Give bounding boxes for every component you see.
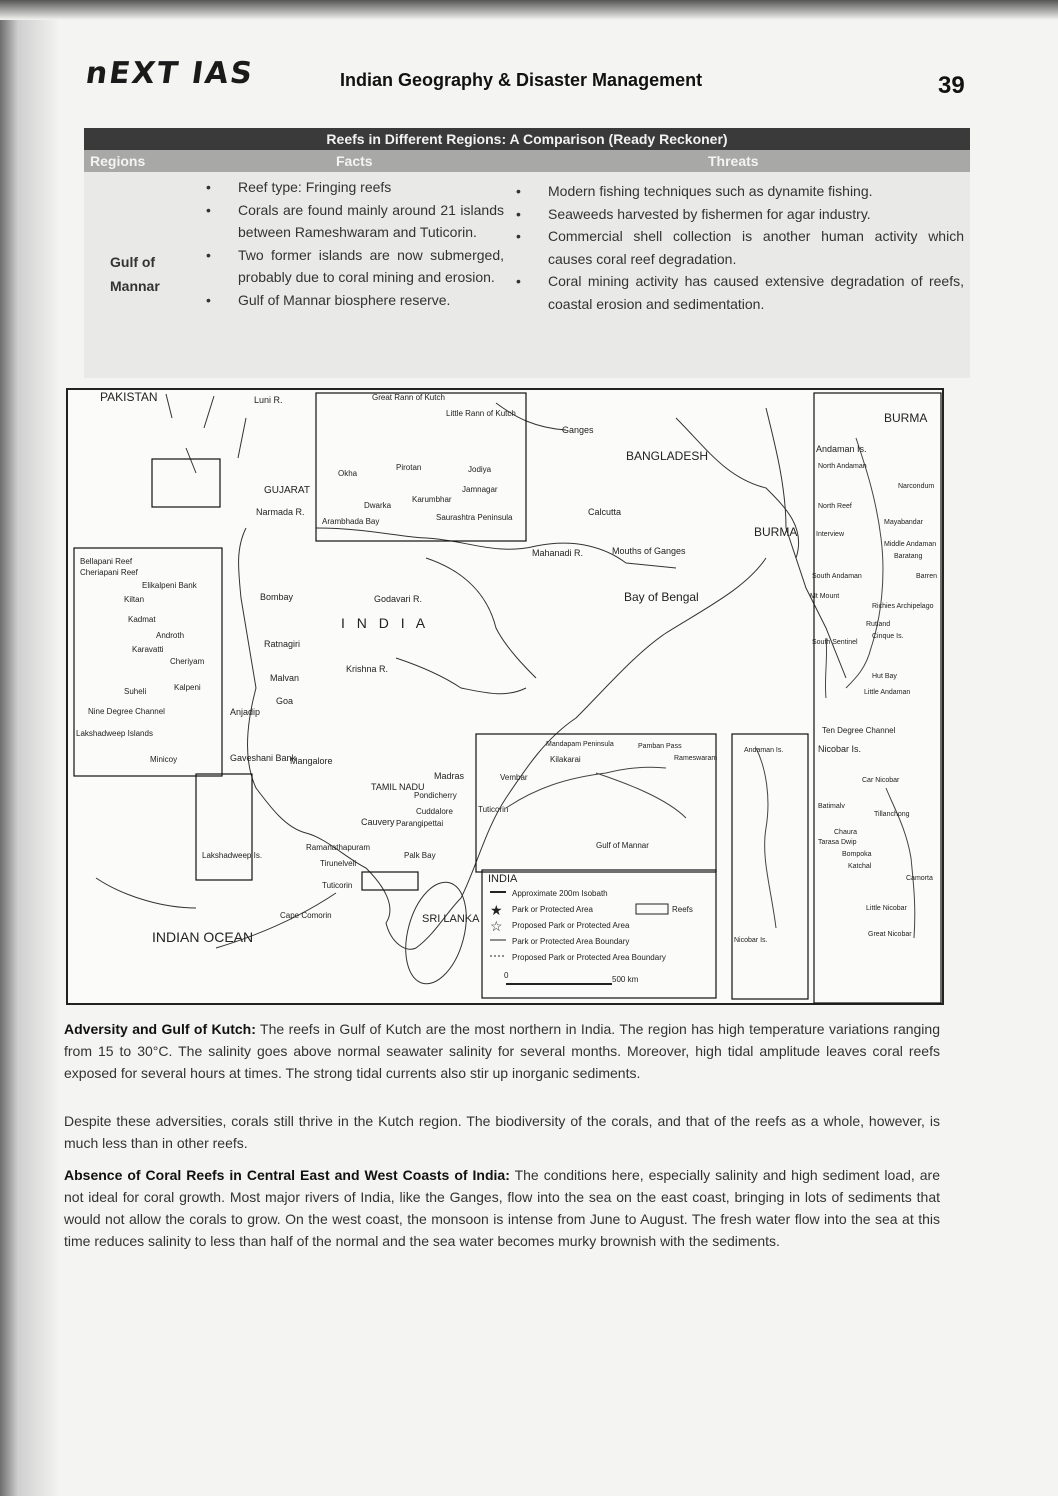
map-label: Pondicherry (414, 791, 457, 800)
map-label: BURMA (884, 411, 928, 425)
legend-park: Park or Protected Area (512, 905, 593, 914)
map-label: Baratang (894, 553, 923, 560)
region-cell (110, 250, 160, 298)
threat-item: • Modern fishing techniques such as dynamite fishing. (514, 180, 964, 203)
map-label: Ramanathapuram (306, 843, 371, 852)
region-line-1: Gulf of (110, 254, 156, 270)
map-label: Lakshadweep Is. (202, 851, 263, 860)
map-label: Little Nicobar (866, 905, 907, 912)
legend-reefs: Reefs (672, 905, 693, 914)
map-label: Jamnagar (462, 485, 498, 494)
map-label: Lakshadweep Islands (76, 729, 153, 738)
threats-cell (514, 180, 964, 315)
map-label: Minicoy (150, 755, 178, 764)
map-label: INDIAN OCEAN (152, 929, 254, 945)
map-label: Tuticorin (322, 881, 353, 890)
page-header-title: Indian Geography & Disaster Management (340, 70, 703, 90)
map-label: Rameswaram (674, 755, 718, 762)
map-label: Kilakarai (550, 755, 581, 764)
map-label: Mahanadi R. (532, 548, 584, 558)
map-label: Bellapani Reef (80, 557, 133, 566)
map-label: Luni R. (254, 395, 283, 405)
map-label: Androth (156, 631, 185, 640)
map-label: South Sentinel (812, 639, 858, 646)
column-header-facts: Facts (336, 153, 373, 169)
map-label: Cuddalore (416, 807, 453, 816)
map-label: GUJARAT (264, 485, 310, 496)
svg-text:PAKISTAN: PAKISTAN (100, 390, 158, 404)
column-header-threats: Threats (708, 153, 759, 169)
map-label: Tirunelveli (320, 859, 357, 868)
map-label: Godavari R. (374, 594, 423, 604)
map-label: Little Rann of Kutch (446, 409, 516, 418)
fact-item: • Corals are found mainly around 21 islands between Rameshwaram and Tuticorin. (204, 199, 504, 244)
paragraph-text: The reefs in Gulf of Kutch are the most northern in India. The region has high temperature variations ranging from 15 to 30°C. The salinity goes above normal seawater salinity for several months. Moreover, high tidal amplitude leaves coral reefs exposed for several hours at times. The strong tidal currents also stir up inorganic sediments. (64, 1021, 940, 1081)
scale-start: 0 (504, 971, 509, 980)
map-label: Kadmat (128, 615, 156, 624)
map-label: Parangipettai (396, 819, 444, 828)
page-binding-shadow (0, 0, 60, 1496)
table-title: Reefs in Different Regions: A Comparison (Ready Reckoner) (84, 128, 970, 150)
paragraph-absence-coral-reefs (64, 1164, 940, 1252)
map-label: Andaman Is. (744, 747, 784, 754)
threat-item: • Coral mining activity has caused extensive degradation of reefs, coastal erosion and sedimentation. (514, 270, 964, 315)
map-label: Gulf of Mannar (596, 841, 649, 850)
map-label: Saurashtra Peninsula (436, 513, 513, 522)
map-label: Elikalpeni Bank (142, 581, 197, 590)
legend-isobath: Approximate 200m Isobath (512, 889, 608, 898)
map-label: Hut Bay (872, 673, 897, 680)
legend-proposed: Proposed Park or Protected Area (512, 921, 630, 930)
map-label: Malvan (270, 673, 300, 683)
scale-end: 500 km (612, 975, 639, 984)
outline-star-icon: ☆ (490, 918, 503, 934)
map-label: Nicobar Is. (818, 744, 862, 754)
map-label: Dwarka (364, 501, 392, 510)
map-label: Karumbhar (412, 495, 452, 504)
map-label: Rutland (866, 621, 891, 628)
map-label: Tarasa Dwip (818, 839, 857, 846)
paragraph-heading: Adversity and Gulf of Kutch: (64, 1021, 256, 1037)
map-label: Krishna R. (346, 664, 389, 674)
fact-item: • Gulf of Mannar biosphere reserve. (204, 289, 504, 312)
map-label: Ganges (562, 425, 594, 435)
paragraph-text: The conditions here, especially salinity and high sediment load, are not ideal for coral growth. Most major rivers of India, like the Ganges, flow into the sea on the east coast, bringing in lots of sediments that would not allow the corals to grow. On the west coast, the monsoon is intense from June to August. The fresh water flow into the sea at this time reduces salinity to less than half of the normal and the sea water becomes murky brownish with the sediments. (64, 1167, 940, 1249)
filled-star-icon: ★ (490, 902, 503, 918)
map-label: I N D I A (341, 615, 430, 631)
map-label: Bompoka (842, 851, 872, 858)
map-label: Kiltan (124, 595, 145, 604)
fact-item: • Two former islands are now submerged, probably due to coral mining and erosion. (204, 244, 504, 289)
map-label: Arambhada Bay (322, 517, 380, 526)
map-label: Mangalore (290, 756, 333, 766)
map-label: Great Rann of Kutch (372, 393, 445, 402)
brand-logo: nEXT IAS (83, 56, 257, 91)
map-label: North Reef (818, 503, 852, 510)
map-label: Tuticorin (478, 805, 509, 814)
map-label: Mayabandar (884, 519, 923, 526)
map-label: Cinque Is. (872, 633, 904, 640)
map-label: Okha (338, 469, 358, 478)
map-label: Mt Mount (810, 593, 840, 600)
map-label: Little Andaman (864, 689, 911, 696)
region-line-2: Mannar (110, 278, 160, 294)
india-coral-reef-map (66, 388, 944, 1005)
map-label: North Andaman (818, 463, 867, 470)
map-label: Bay of Bengal (624, 590, 699, 604)
legend-boundary: Park or Protected Area Boundary (512, 937, 630, 946)
map-label: Pamban Pass (638, 743, 682, 750)
scan-top-shadow (0, 0, 1058, 20)
map-label: Calcutta (588, 507, 622, 517)
paragraph-gulf-of-kutch (64, 1018, 940, 1084)
map-label: Cape Comorin (280, 911, 332, 920)
map-label: Pirotan (396, 463, 422, 472)
map-label: Madras (434, 771, 465, 781)
legend-title: INDIA (488, 873, 518, 885)
map-label: Vembar (500, 773, 528, 782)
map-label: Great Nicobar (868, 931, 912, 938)
map-label: Barren (916, 573, 938, 580)
facts-cell (204, 176, 504, 311)
paragraph-text: Despite these adversities, corals still thrive in the Kutch region. The biodiversity of the corals, and that of the reefs as a whole, however, is much less than in other reefs. (64, 1113, 940, 1151)
map-label: Tillanchong (874, 811, 910, 818)
page-number: 39 (938, 72, 965, 99)
map-label: Jodiya (468, 465, 492, 474)
map-label: Karavatti (132, 645, 164, 654)
map-label: Katchal (848, 863, 872, 870)
map-label: Anjadip (230, 707, 261, 717)
map-label: Cheriyam (170, 657, 205, 666)
map-label: Richies Archipelago (872, 603, 934, 610)
map-label: Mouths of Ganges (612, 546, 686, 556)
map-label: Batimalv (818, 803, 845, 810)
map-label: Ratnagiri (264, 639, 301, 649)
legend-proposed-boundary: Proposed Park or Protected Area Boundary (512, 953, 666, 962)
map-label: Nine Degree Channel (88, 707, 165, 716)
map-label: Palk Bay (404, 851, 436, 860)
column-header-regions: Regions (90, 153, 146, 169)
map-label: Andaman Is. (816, 444, 867, 454)
map-label: Ten Degree Channel (822, 726, 896, 735)
map-label: Chaura (834, 829, 857, 836)
paragraph-heading: Absence of Coral Reefs in Central East and West Coasts of India: (64, 1167, 510, 1183)
map-label: Cheriapani Reef (80, 568, 138, 577)
map-label: Mandapam Peninsula (546, 741, 614, 748)
paragraph-adversities (64, 1110, 940, 1154)
map-label: Narmada R. (256, 507, 305, 517)
reef-comparison-table (84, 128, 970, 378)
table-header-row (84, 150, 970, 172)
map-label: Gaveshani Bank (230, 753, 297, 763)
map-label: South Andaman (812, 573, 862, 580)
map-label: Camorta (906, 875, 933, 882)
map-label: TAMIL NADU (371, 782, 425, 792)
map-label: Goa (276, 696, 294, 706)
map-label: Middle Andaman (884, 541, 937, 548)
map-label: Bombay (260, 592, 294, 602)
threat-item: • Commercial shell collection is another human activity which causes coral reef degradation. (514, 225, 964, 270)
map-label: Suheli (124, 687, 147, 696)
map-label: Nicobar Is. (734, 937, 768, 944)
map-label: Interview (816, 531, 845, 538)
map-label: BANGLADESH (626, 449, 709, 463)
map-label: SRI LANKA (422, 913, 480, 925)
map-label: Cauvery (361, 817, 395, 827)
threat-item: • Seaweeds harvested by fishermen for agar industry. (514, 203, 964, 226)
map-label: BURMA (754, 525, 798, 539)
map-label: Kalpeni (174, 683, 201, 692)
map-label: Car Nicobar (862, 777, 900, 784)
map-label: Narcondum (898, 483, 935, 490)
fact-item: • Reef type: Fringing reefs (204, 176, 504, 199)
